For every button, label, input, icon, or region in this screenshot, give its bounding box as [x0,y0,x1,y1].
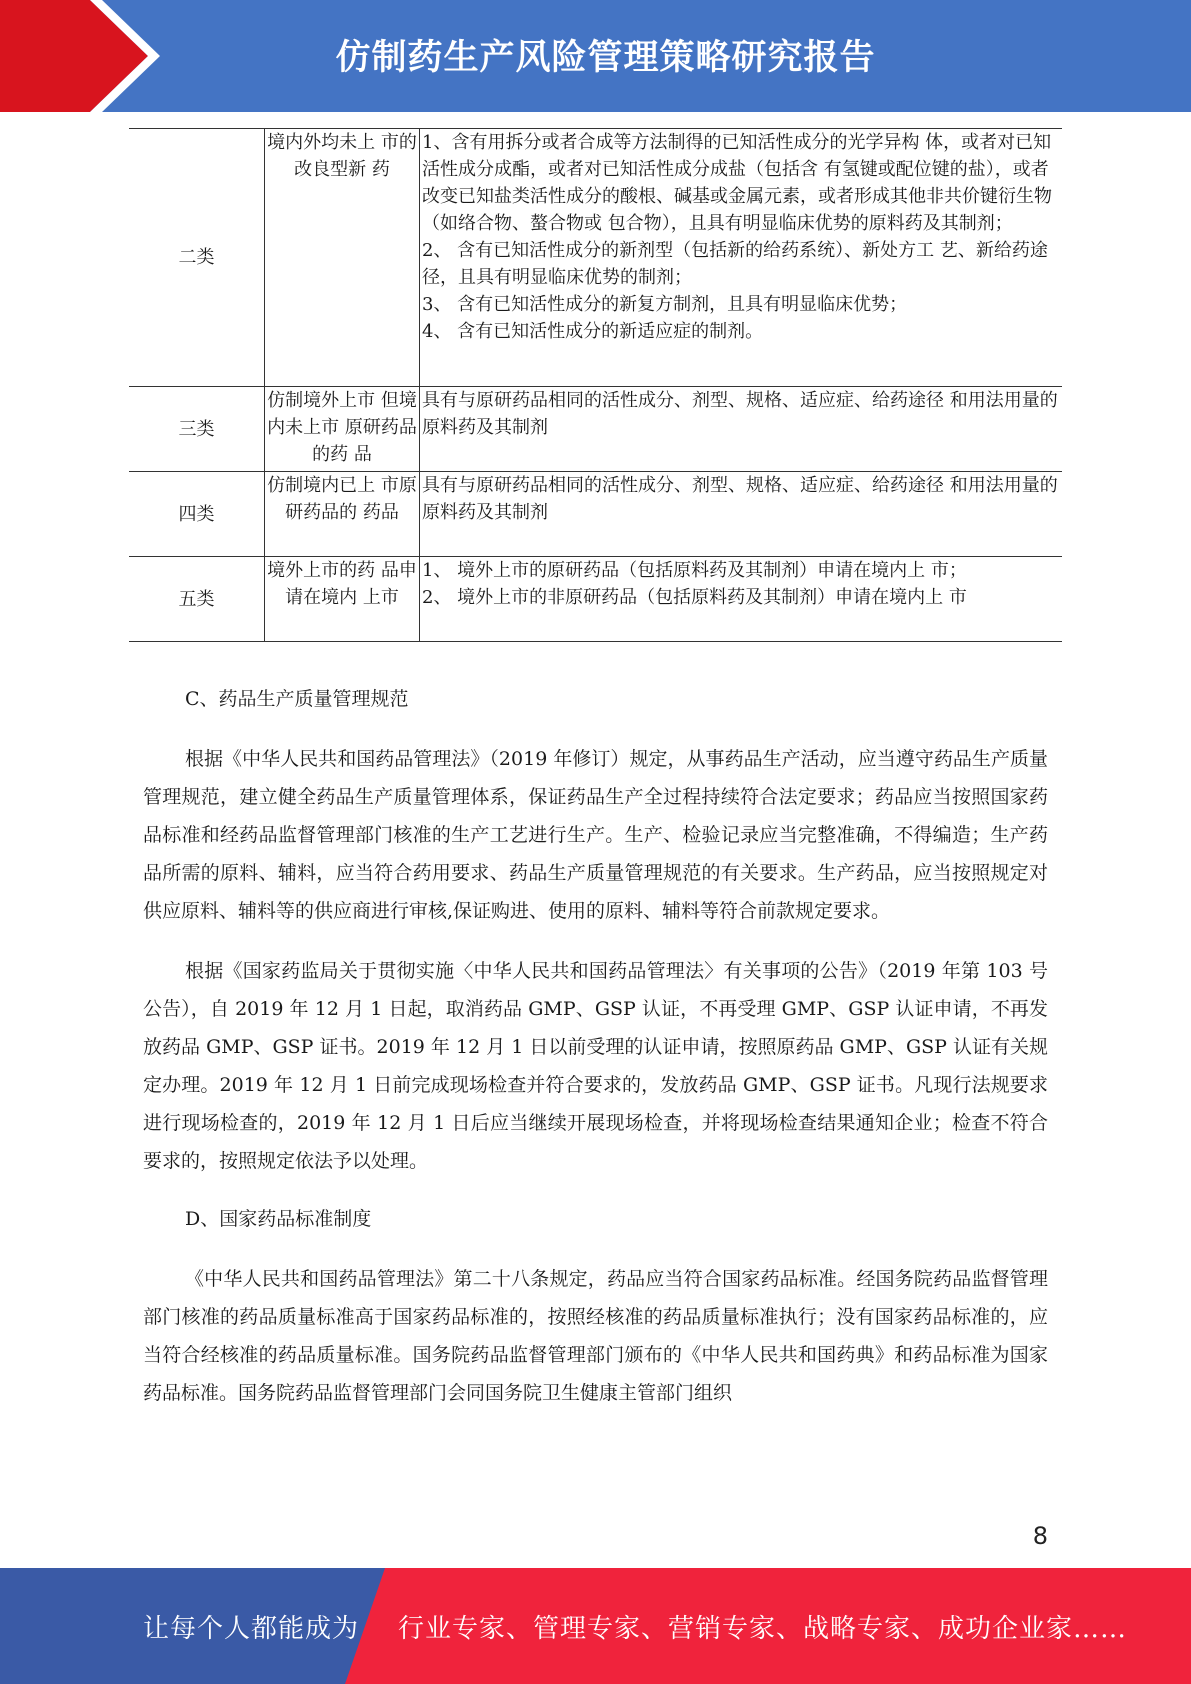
category-cell: 四类 [129,472,265,557]
description-item: 2、 境外上市的非原研药品（包括原料药及其制剂）申请在境内上 市 [422,587,967,608]
definition-cell: 仿制境内已上 市原研药品的 药品 [265,472,420,557]
category-cell: 二类 [129,129,265,387]
category-cell: 三类 [129,387,265,472]
body-paragraph: 根据《中华人民共和国药品管理法》（2019 年修订）规定，从事药品生产活动，应当遵守药品生产质量管理规范，建立健全药品生产质量管理体系，保证药品生产全过程持续符合法定要求；药品应当按照国家药品标准和经药品监督管理部门核准的生产工艺进行生产。生产、检验记录应当完整准确，不得编造；生产药品所需的原料、辅料，应当符合药用要求、药品生产质量管理规范的有关要求。生产药品，应当按照规定对供应原料、辅料等的供应商进行审核,保证购进、使用的原料、辅料等符合前款规定要求。 [143,748,1048,922]
table-row [129,387,1062,472]
footer-slogan-left: 让每个人都能成为 [143,1614,360,1644]
table-row [129,129,1062,387]
drug-classification-table [129,128,1062,642]
description-cell [420,129,1063,387]
table-row [129,472,1062,557]
description-item: 具有与原研药品相同的活性成分、剂型、规格、适应症、给药途径 和用法用量的原料药及其制剂 [422,390,1058,438]
body-paragraph: 《中华人民共和国药品管理法》第二十八条规定，药品应当符合国家药品标准。经国务院药品监督管理部门核准的药品质量标准高于国家药品标准的，按照经核准的药品质量标准执行；没有国家药品标准的，应当符合经核准的药品质量标准。国务院药品监督管理部门颁布的《中华人民共和国药典》和药品标准为国家药品标准。国务院药品监督管理部门会同国务院卫生健康主管部门组织 [143,1268,1048,1404]
definition-cell: 境内外均未上 市的改良型新 药 [265,129,420,387]
page-number: 8 [1032,1522,1048,1550]
description-cell [420,387,1063,472]
description-item: 4、 含有已知活性成分的新适应症的制剂。 [422,321,764,342]
section-heading-c: C、药品生产质量管理规范 [185,688,409,710]
table-row [129,557,1062,642]
description-cell [420,557,1063,642]
description-item: 2、 含有已知活性成分的新剂型（包括新的给药系统）、新处方工 艺、新给药途径，且具有明显临床优势的制剂； [422,240,1048,288]
description-item: 1、含有用拆分或者合成等方法制得的已知活性成分的光学异构 体，或者对已知活性成分成酯，或者对已知活性成分成盐（包括含 有氢键或配位键的盐），或者改变已知盐类活性成分的酸根、碱基或金属元素，或者形成其他非共价键衍生物（如络合物、螯合物或 包合物），且具有明显临床优势的原料药及其制剂； [422,132,1052,234]
definition-cell: 仿制境外上市 但境内未上市 原研药品的药 品 [265,387,420,472]
category-cell: 五类 [129,557,265,642]
definition-cell: 境外上市的药 品申请在境内 上市 [265,557,420,642]
section-heading-d: D、国家药品标准制度 [185,1208,372,1230]
description-cell [420,472,1063,557]
body-paragraph: 根据《国家药监局关于贯彻实施〈中华人民共和国药品管理法〉有关事项的公告》（2019 年第 103 号公告），自 2019 年 12 月 1 日起，取消药品 GMP、GSP 认证，不再受理 GMP、GSP 认证申请，不再发放药品 GMP、GSP 证书。2019 年 12 月 1 日以前受理的认证申请，按照原药品 GMP、GSP 认证有关规定办理。2019 年 12 月 1 日前完成现场检查并符合要求的，发放药品 GMP、GSP 证书。凡现行法规要求进行现场检查的，2019 年 12 月 1 日后应当继续开展现场检查，并将现场检查结果通知企业；检查不符合要求的，按照规定依法予以处理。 [143,960,1048,1172]
footer-slogan-right: 行业专家、管理专家、营销专家、战略专家、成功企业家…… [398,1614,1128,1644]
document-body [143,680,1048,1412]
description-item: 具有与原研药品相同的活性成分、剂型、规格、适应症、给药途径 和用法用量的原料药及其制剂 [422,475,1058,523]
description-item: 1、 境外上市的原研药品（包括原料药及其制剂）申请在境内上 市； [422,560,967,581]
page-header [0,0,1191,112]
description-item: 3、 含有已知活性成分的新复方制剂，且具有明显临床优势； [422,294,908,315]
report-title: 仿制药生产风险管理策略研究报告 [335,38,876,78]
page-footer [0,1568,1191,1684]
